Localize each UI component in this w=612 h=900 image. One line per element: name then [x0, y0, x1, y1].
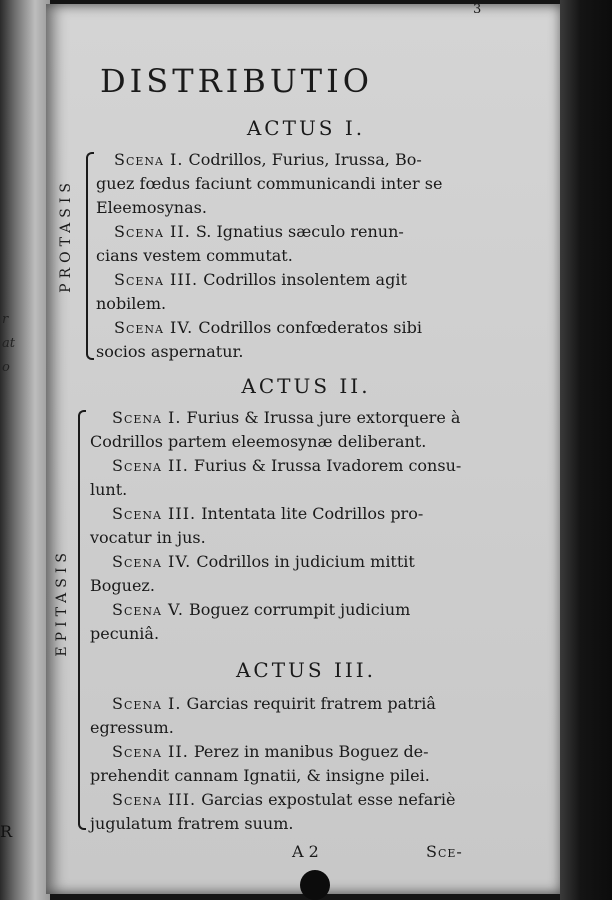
scene-line: Scena II. S. Ignatius sæculo renun- [114, 222, 404, 241]
scene-line: Scena III. Intentata lite Codrillos pro- [112, 504, 424, 523]
scene-line: lunt. [90, 480, 128, 499]
scene-line: pecuniâ. [90, 624, 160, 643]
scene-line: Scena IV. Codrillos confœderatos sibi [114, 318, 422, 337]
scene-line: socios aspernatur. [96, 342, 244, 361]
scene-line: egressum. [90, 718, 174, 737]
act-heading: ACTUS I. [246, 116, 366, 140]
scene-line: vocatur in jus. [90, 528, 206, 547]
scene-line: Scena II. Perez in manibus Boguez de- [112, 742, 429, 761]
catchword: Sce- [426, 842, 463, 861]
facing-page-fragment: o [2, 360, 10, 375]
scene-line: Scena IV. Codrillos in judicium mittit [112, 552, 415, 571]
scene-line: Scena I. Furius & Irussa jure extorquere à [112, 408, 461, 427]
page-number: 3 [473, 2, 482, 17]
protasis-label: PROTASIS [58, 178, 74, 293]
page-title: DISTRIBUTIO [100, 62, 373, 100]
act-heading: ACTUS II. [241, 374, 371, 398]
scene-line: Scena I. Garcias requirit fratrem patriâ [112, 694, 436, 713]
scene-line: Scena V. Boguez corrumpit judicium [112, 600, 411, 619]
facing-page-fragment: r [2, 312, 9, 327]
page-hole [300, 870, 330, 900]
epitasis-label: EPITASIS [54, 548, 70, 657]
scene-line: Scena III. Garcias expostulat esse nefariè [112, 790, 456, 809]
act-heading: ACTUS III. [235, 658, 377, 682]
scene-line: jugulatum fratrem suum. [90, 814, 294, 833]
epitasis-brace [78, 410, 86, 830]
scene-line: guez fœdus faciunt communicandi inter se [96, 174, 443, 193]
scene-line: Scena III. Codrillos insolentem agit [114, 270, 407, 289]
protasis-brace [86, 152, 94, 360]
scene-line: Eleemosynas. [96, 198, 207, 217]
facing-page-corner-fragment: R [0, 822, 13, 841]
scene-line: prehendit cannam Ignatii, & insigne pilei. [90, 766, 430, 785]
scene-line: cians vestem commutat. [96, 246, 293, 265]
scene-line: Boguez. [90, 576, 155, 595]
scene-line: nobilem. [96, 294, 167, 313]
signature-mark: A 2 [292, 842, 319, 861]
scene-line: Codrillos partem eleemosynæ deliberant. [90, 432, 427, 451]
facing-page-fragment: at [2, 336, 15, 351]
scene-line: Scena I. Codrillos, Furius, Irussa, Bo- [114, 150, 422, 169]
scene-line: Scena II. Furius & Irussa Ivadorem consu- [112, 456, 462, 475]
